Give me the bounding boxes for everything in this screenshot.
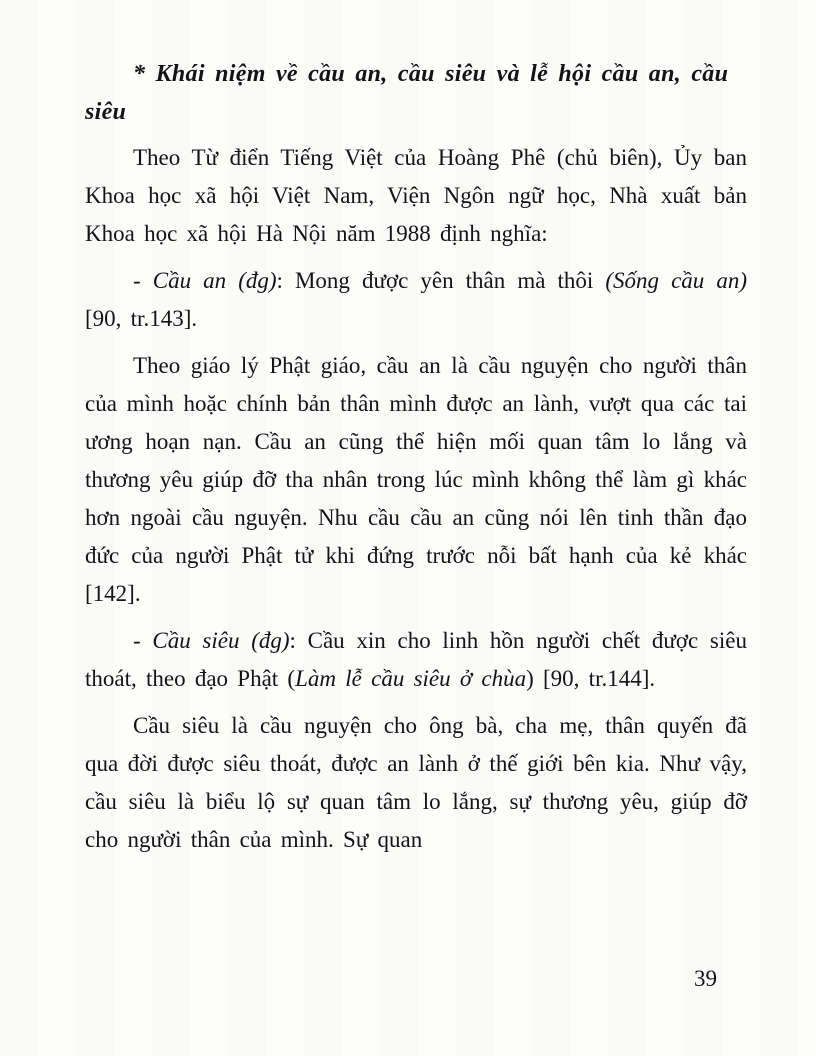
text-segment: ) [90, tr.144]. [526, 666, 656, 691]
page-body [85, 55, 747, 868]
para-dictionary-source [85, 139, 747, 253]
section-heading: * Khái niệm về cầu an, cầu siêu và lễ hội cầu an, cầu siêu [85, 61, 729, 125]
para-cau-sieu-definition [85, 622, 747, 698]
text-segment: - [133, 628, 153, 653]
para-cau-sieu-explanation [85, 707, 747, 859]
text-segment: [90, tr.143]. [85, 306, 198, 331]
text-segment: : Mong được yên thân mà thôi [276, 268, 606, 293]
text-segment: Theo giáo lý Phật giáo, cầu an là cầu nguyện cho người thân của mình hoặc chính bản thân mình được an lành, vượt qua các tai ương hoạn nạn. Cầu an cũng thể hiện mối quan tâm lo lắng và thương yêu giúp đỡ tha nhân trong lúc mình không thể làm gì khác hơn ngoài cầu nguyện. Nhu cầu cầu an cũng nói lên tinh thần đạo đức của người Phật tử khi đứng trước nỗi bất hạnh của kẻ khác [142]. [85, 353, 747, 606]
text-segment: : Cầu xin cho linh hồn người chết được siêu thoát, theo đạo Phật ( [85, 628, 747, 691]
text-segment: Theo Từ điển Tiếng Việt của Hoàng Phê (chủ biên), Ủy ban Khoa học xã hội Việt Nam, Viện Ngôn ngữ học, Nhà xuất bản Khoa học xã hội Hà Nội năm 1988 định nghĩa: [85, 145, 747, 246]
text-segment: Cầu an (đg) [152, 268, 277, 293]
text-segment: Cầu siêu (đg) [152, 628, 290, 653]
text-segment: Làm lễ cầu siêu ở chùa [295, 666, 527, 691]
para-cau-an-explanation [85, 347, 747, 613]
text-segment: (Sống cầu an) [605, 268, 747, 293]
page-number: 39 [694, 966, 717, 991]
text-segment: - [133, 268, 153, 293]
text-segment: Cầu siêu là cầu nguyện cho ông bà, cha mẹ, thân quyến đã qua đời được siêu thoát, được an lành ở thế giới bên kia. Như vậy, cầu siêu là biểu lộ sự quan tâm lo lắng, sự thương yêu, giúp đỡ cho người thân của mình. Sự quan [85, 713, 747, 852]
para-cau-an-definition [85, 262, 747, 338]
